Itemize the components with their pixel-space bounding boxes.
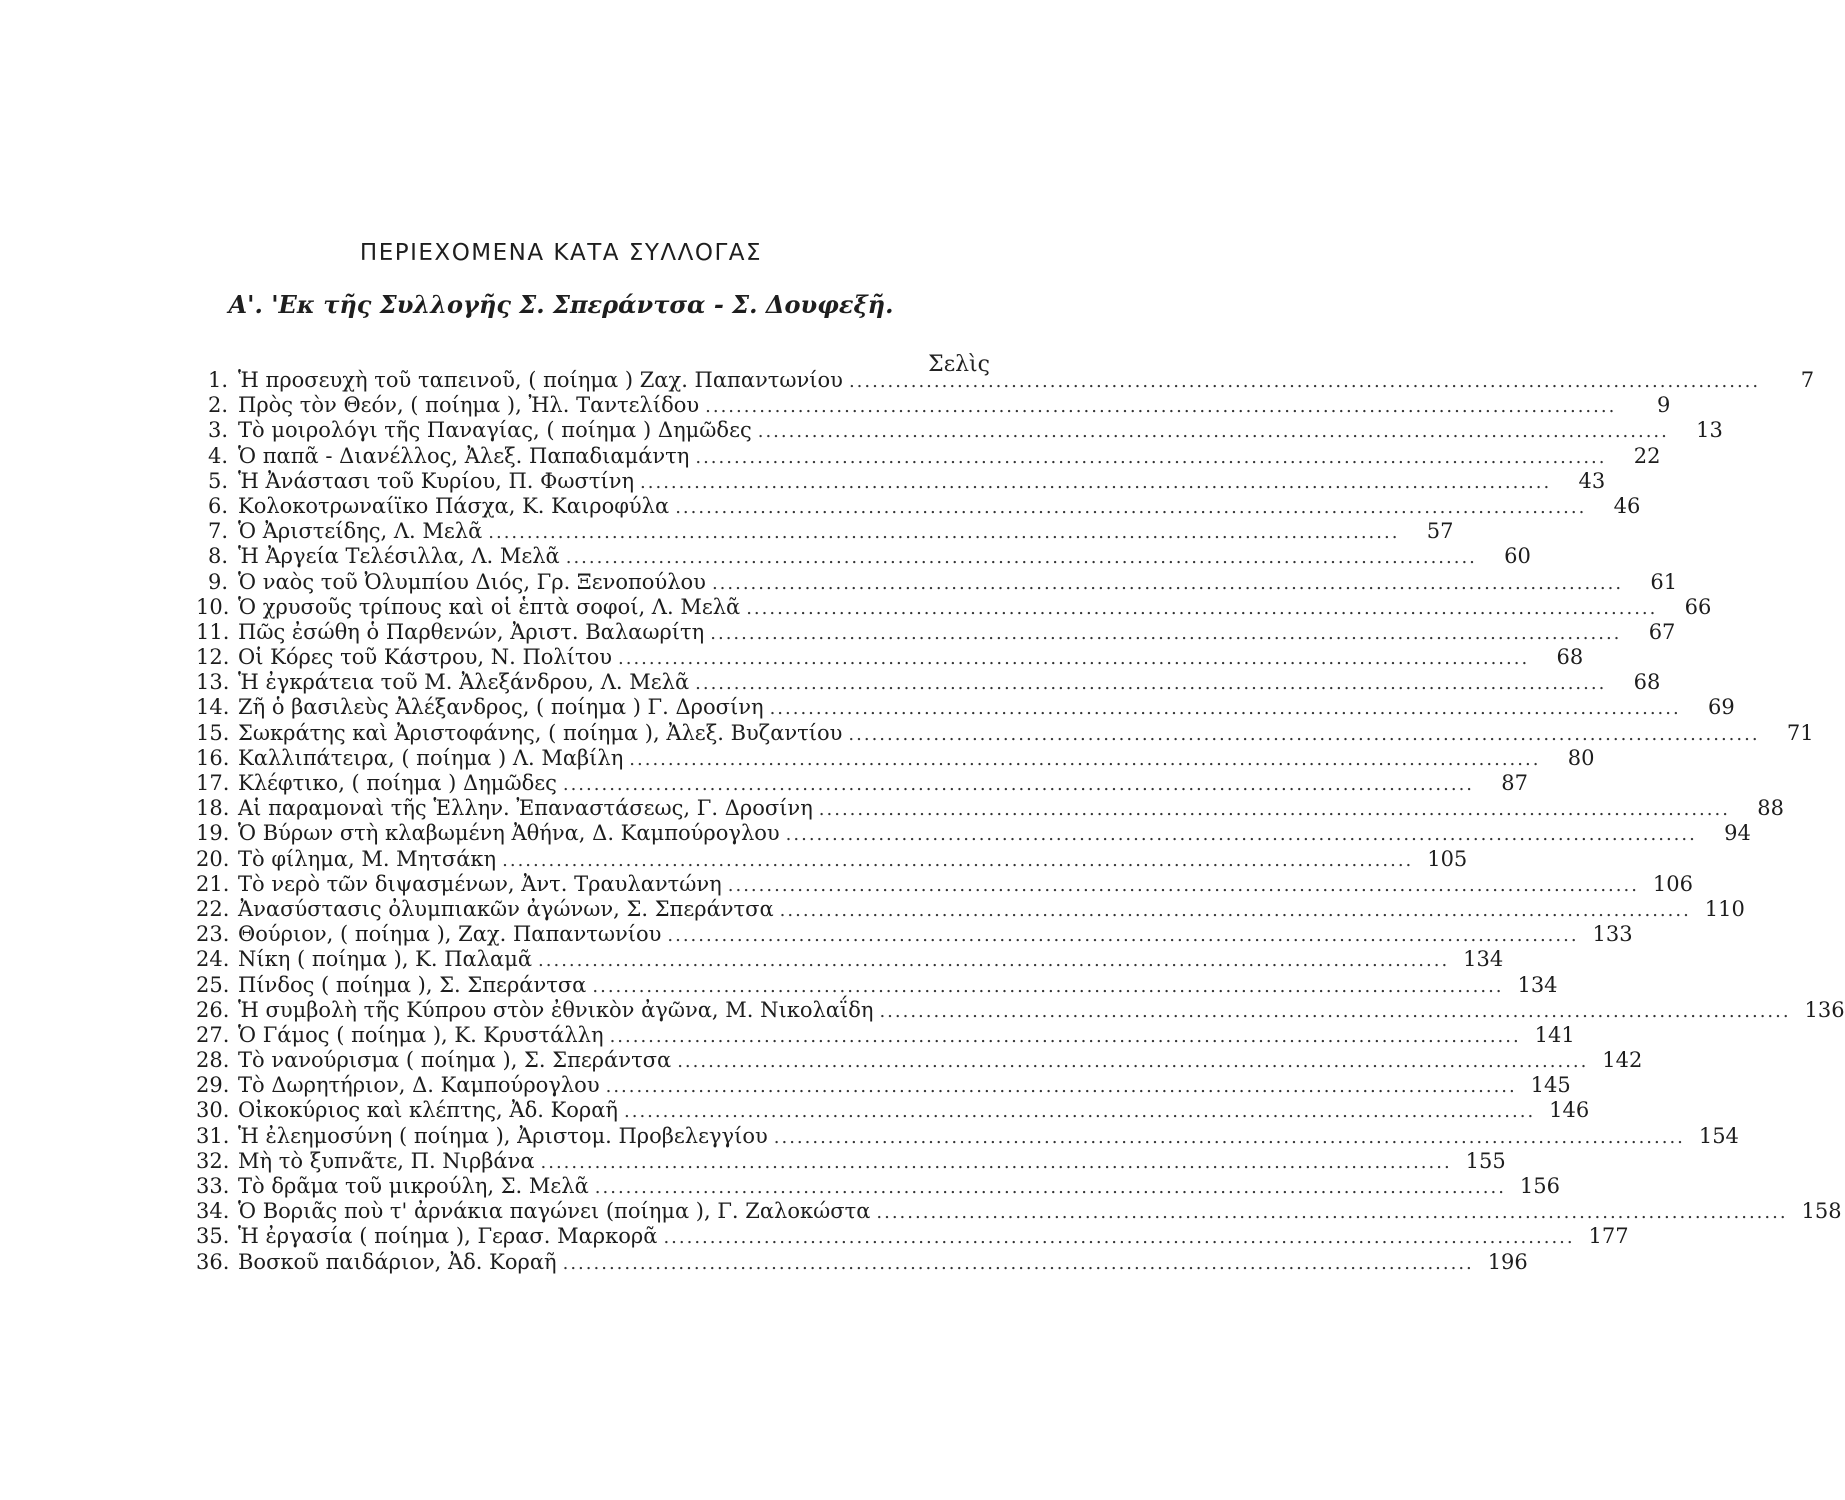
toc-entry-page: 67 [1648,619,1676,644]
toc-entry [196,418,1723,443]
toc-leader-dots [629,747,1540,772]
toc-leader-dots [695,445,1606,470]
toc-leader-dots [705,394,1616,419]
toc-entry [196,493,1641,519]
toc-entry-title: Ὁ χρυσοῦς τρίπους καὶ οἱ ἑπτὰ σοφοί, Λ. Μελᾶ [238,594,741,619]
toc-leader-dots [675,495,1586,520]
toc-entry-title: Πρὸς τὸν Θεόν, ( ποίημα ), Ἠλ. Ταντελίδου [238,393,700,418]
toc-entry-number: 34. [196,1199,230,1224]
toc-entry [196,443,1661,469]
toc-leader-dots [595,1175,1506,1200]
toc-entry [196,896,1745,922]
toc-entry-title: Ἀνασύστασις ὀλυμπιακῶν ἀγώνων, Σ. Σπεράντσα [238,896,774,921]
toc-entry-number: 10. [196,594,230,619]
toc-entry-number: 17. [196,771,230,795]
toc-entry-number: 13. [196,670,230,695]
toc-entry-title: Αἱ παραμοναὶ τῆς Ἑλλην. Ἐπαναστάσεως, Γ. Δροσίνη [238,796,813,821]
toc-leader-dots [758,419,1669,444]
toc-entry [196,393,1671,418]
page-column-label: Σελὶς [928,352,990,377]
toc-entry-title: Κολοκοτρωναίϊκο Πάσχα, Κ. Καιροφύλα [238,493,670,518]
toc-entry [196,972,1558,998]
toc-entry-number: 23. [196,922,230,947]
toc-entry-number: 25. [196,972,230,997]
toc-entry-number: 29. [196,1073,230,1098]
toc-entry-number: 3. [207,418,228,443]
toc-entry-title: Ὁ Βοριᾶς ποὺ τ' ἀρνάκια παγώνει (ποίημα ), Γ. Ζαλοκώστα [238,1199,871,1224]
toc-entry-number: 6. [207,493,228,518]
toc-leader-dots [566,545,1477,570]
toc-entry-page: 22 [1633,443,1661,468]
toc-leader-dots [563,1251,1474,1276]
toc-leader-dots [879,999,1790,1024]
toc-entry [196,871,1693,897]
toc-entry-title: Ἡ Ἀνάστασι τοῦ Κυρίου, Π. Φωστίνη [238,468,635,493]
toc-entry [196,1249,1528,1275]
toc-entry-title: Τὸ νερὸ τῶν διψασμένων, Ἀντ. Τραυλαντώνη [238,871,722,896]
toc-entry-page: 69 [1708,695,1735,720]
toc-entry-number: 5. [207,468,228,493]
toc-entry-page: 68 [1633,670,1661,695]
toc-entry [196,519,1454,544]
toc-entry-page: 177 [1588,1224,1629,1249]
toc-leader-dots [786,822,1697,847]
toc-entry-title: Τὸ δρᾶμα τοῦ μικρούλη, Σ. Μελᾶ [238,1174,589,1198]
toc-entry-title: Ἡ ἐγκράτεια τοῦ Μ. Ἀλεξάνδρου, Λ. Μελᾶ [238,670,690,695]
toc-entry-page: 71 [1786,720,1814,745]
toc-entry-title: Τὸ μοιρολόγι τῆς Παναγίας, ( ποίημα ) Δημῶδες [238,418,752,443]
toc-entry-title: Τὸ Δωρητήριον, Δ. Καμπούρογλου [238,1073,600,1098]
toc-entry-title: Καλλιπάτειρα, ( ποίημα ) Λ. Μαβίλη [238,745,624,770]
toc-entry [196,569,1678,595]
toc-entry-page: 110 [1704,896,1745,921]
toc-leader-dots [770,696,1681,721]
toc-entry [196,947,1504,972]
toc-leader-dots [849,369,1760,394]
toc-leader-dots [710,621,1621,646]
toc-entry [196,695,1735,720]
toc-leader-dots [819,797,1730,822]
toc-leader-dots [610,1024,1521,1049]
toc-entry-title: Πῶς ἐσώθη ὁ Παρθενών, Ἀριστ. Βαλαωρίτη [238,619,705,644]
toc-entry-number: 11. [196,619,230,644]
toc-entry-number: 19. [196,821,230,846]
toc-entry [196,922,1633,947]
toc-entry-number: 12. [196,645,230,670]
toc-entry [196,720,1814,746]
toc-entry-title: Ὁ παπᾶ - Διανέλλος, Ἀλεξ. Παπαδιαμάντη [238,443,690,468]
toc-leader-dots [774,1125,1685,1150]
toc-entry [196,670,1661,695]
toc-leader-dots [712,571,1623,596]
toc-leader-dots [746,596,1657,621]
toc-entry-title: Τὸ φίλημα, Μ. Μητσάκη [238,846,497,871]
toc-entry-number: 30. [196,1098,230,1123]
toc-leader-dots [488,520,1399,545]
toc-leader-dots [780,898,1691,923]
toc-entry-number: 36. [196,1249,230,1274]
toc-entry-number: 2. [207,393,228,418]
toc-leader-dots [541,1150,1452,1175]
toc-leader-dots [695,671,1606,696]
toc-entry-number: 20. [196,846,230,871]
toc-entry-title: Θούριον, ( ποίημα ), Ζαχ. Παπαντωνίου [238,922,662,947]
toc-entry-title: Ἡ ἐργασία ( ποίημα ), Γερασ. Μαρκορᾶ [238,1224,658,1249]
toc-leader-dots [667,923,1578,948]
toc-entry-number: 32. [196,1148,230,1173]
toc-leader-dots [606,1074,1517,1099]
toc-entry-title: Ὁ ναὸς τοῦ Ὀλυμπίου Διός, Γρ. Ξενοπούλου [238,569,706,594]
toc-entry-page: 13 [1696,418,1723,443]
toc-leader-dots [624,1099,1535,1124]
toc-entry-number: 4. [207,443,228,468]
toc-leader-dots [563,772,1474,797]
toc-entry-page: 156 [1519,1174,1560,1198]
toc-entry-page: 7 [1800,368,1815,392]
toc-entry-title: Πίνδος ( ποίημα ), Σ. Σπεράντσα [238,972,587,997]
toc-entry-title: Βοσκοῦ παιδάριον, Ἀδ. Κοραῆ [238,1249,557,1274]
toc-entry [196,468,1606,494]
table-of-contents [196,368,1845,1275]
toc-entry-page: 142 [1602,1048,1643,1073]
toc-entry-number: 26. [196,997,230,1022]
toc-entry-title: Οἱ Κόρες τοῦ Κάστρου, Ν. Πολίτου [238,645,613,670]
toc-entry-title: Ὁ Γάμος ( ποίημα ), Κ. Κρυστάλλη [238,1022,604,1047]
toc-entry [196,594,1712,620]
toc-entry-number: 28. [196,1048,230,1073]
toc-entry-page: 105 [1427,846,1468,871]
toc-entry-title: Σωκράτης καὶ Ἀριστοφάνης, ( ποίημα ), Ἀλεξ. Βυζαντίου [238,720,843,745]
toc-entry-number: 35. [196,1224,230,1249]
toc-entry-title: Νίκη ( ποίημα ), Κ. Παλαμᾶ [238,947,533,972]
toc-leader-dots [618,646,1529,671]
toc-entry-number: 24. [196,947,230,972]
toc-entry [196,1199,1842,1224]
toc-entry-page: 46 [1613,493,1641,518]
toc-entry-title: Ἡ συμβολὴ τῆς Κύπρου στὸν ἐθνικὸν ἀγῶνα, Μ. Νικολαΐδη [238,997,874,1022]
toc-entry-title: Ζῆ ὁ βασιλεὺς Ἀλέξανδρος, ( ποίημα ) Γ. Δροσίνη [238,695,764,720]
toc-entry-title: Οἰκοκύριος καὶ κλέπτης, Ἀδ. Κοραῆ [238,1098,619,1123]
toc-entry-page: 134 [1463,947,1504,972]
toc-entry-number: 27. [196,1022,230,1047]
toc-entry-number: 16. [196,745,230,770]
toc-entry-title: Μὴ τὸ ξυπνᾶτε, Π. Νιρβάνα [238,1148,535,1173]
page-title: ΠΕΡΙΕΧΟΜΕΝΑ ΚΑΤΑ ΣΥΛΛΟΓΑΣ [359,240,763,266]
collection-subtitle: Α'. 'Εκ τῆς Συλλογῆς Σ. Σπεράντσα - Σ. Δουφεξῆ. [228,290,894,319]
toc-entry [196,771,1529,796]
toc-leader-dots [538,948,1449,973]
toc-entry-title: Ἡ Ἀργεία Τελέσιλλα, Λ. Μελᾶ [238,544,560,569]
toc-leader-dots [677,1049,1588,1074]
toc-entry-number: 14. [196,695,230,720]
toc-entry-page: 158 [1801,1199,1842,1224]
toc-entry-title: Ἡ προσευχὴ τοῦ ταπεινοῦ, ( ποίημα ) Ζαχ. Παπαντωνίου [238,368,843,392]
toc-entry-number: 22. [196,896,230,921]
toc-entry-number: 9. [207,569,228,594]
toc-entry [196,1174,1560,1199]
toc-entry [196,1123,1739,1149]
toc-entry-title: Ὁ Βύρων στὴ κλαβωμένη Ἀθήνα, Δ. Καμπούρογλου [238,821,780,846]
toc-entry [196,796,1784,821]
toc-entry-page: 141 [1534,1022,1575,1047]
toc-entry-page: 88 [1757,796,1784,821]
toc-entry-page: 66 [1684,594,1712,619]
toc-entry [196,997,1845,1023]
toc-entry-page: 80 [1567,745,1595,770]
toc-entry-page: 68 [1556,645,1584,670]
toc-leader-dots [592,974,1503,999]
toc-entry-number: 18. [196,796,230,821]
toc-entry-page: 146 [1549,1098,1590,1123]
toc-entry [196,821,1751,846]
toc-entry-page: 133 [1592,922,1633,947]
toc-entry-number: 8. [207,544,228,569]
toc-leader-dots [640,470,1551,495]
toc-leader-dots [502,848,1413,873]
toc-entry-page: 94 [1724,821,1751,846]
toc-entry-number: 21. [196,871,230,896]
toc-entry [196,1098,1590,1123]
toc-leader-dots [848,722,1759,747]
toc-entry-number: 15. [196,720,230,745]
toc-entry [196,1148,1506,1174]
toc-entry-page: 155 [1465,1148,1506,1173]
toc-entry [196,544,1531,569]
toc-entry-page: 154 [1698,1123,1739,1148]
toc-entry [196,619,1676,645]
toc-entry-page: 106 [1652,871,1693,896]
toc-entry-number: 7. [207,519,228,544]
toc-entry-page: 136 [1804,997,1845,1022]
toc-entry-page: 87 [1501,771,1529,795]
toc-entry [196,645,1584,670]
toc-entry [196,745,1595,771]
toc-entry-number: 31. [196,1123,230,1148]
toc-leader-dots [728,873,1639,898]
toc-entry-page: 61 [1650,569,1678,594]
toc-leader-dots [876,1200,1787,1225]
toc-entry [196,1048,1643,1073]
toc-entry-page: 43 [1578,468,1606,493]
toc-entry-number: 33. [196,1174,230,1198]
toc-entry-number: 1. [207,368,228,392]
toc-entry-page: 60 [1504,544,1531,569]
toc-entry-page: 145 [1530,1073,1571,1098]
toc-entry [196,1073,1571,1098]
toc-entry-title: Ἡ ἐλεημοσύνη ( ποίημα ), Ἀριστομ. Προβελεγγίου [238,1123,768,1148]
toc-entry-page: 134 [1517,972,1558,997]
toc-entry-page: 9 [1656,393,1671,418]
toc-entry-page: 196 [1487,1249,1528,1274]
toc-entry [196,846,1468,872]
toc-entry-title: Τὸ νανούρισμα ( ποίημα ), Σ. Σπεράντσα [238,1048,672,1073]
toc-entry-title: Ὁ Ἀριστείδης, Λ. Μελᾶ [238,519,483,544]
toc-entry-title: Κλέφτικο, ( ποίημα ) Δημῶδες [238,771,557,795]
toc-entry-page: 57 [1426,519,1454,544]
toc-leader-dots [663,1225,1574,1250]
toc-entry [196,368,1815,393]
toc-entry [196,1022,1575,1048]
toc-entry [196,1224,1629,1249]
